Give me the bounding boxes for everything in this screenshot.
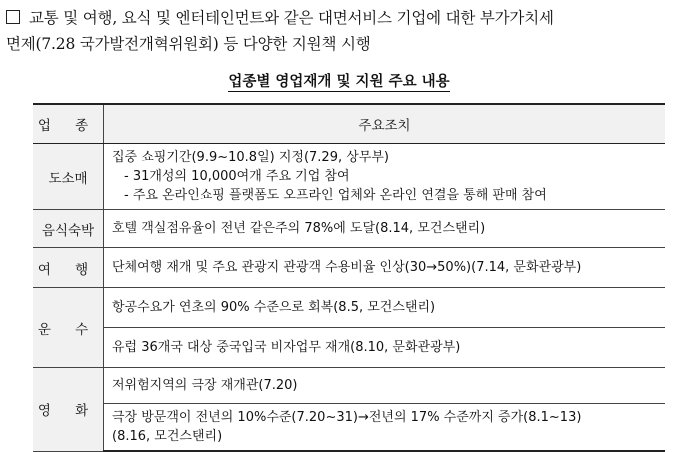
table-row: [33, 328, 665, 368]
table-title-text: 업종별 영업재개 및 지원 주요 내용: [228, 74, 450, 90]
intro-text-2: 면제(7.28 국가발전개혁위원회) 등 다양한 지원책 시행: [6, 35, 371, 53]
header-measures: 주요조치: [104, 104, 666, 144]
row-line: (8.16, 모건스탠리): [112, 429, 223, 444]
row-category: 음식숙박: [33, 210, 104, 248]
row-content: 저위험지역의 극장 재개관(7.20): [104, 368, 666, 404]
intro-line-1: [6, 5, 666, 31]
header-industry: 업 종: [33, 104, 104, 144]
table-header-row: [33, 104, 665, 144]
table-row: [33, 404, 665, 452]
row-content: 항공수요가 연초의 90% 수준으로 회복(8.5, 모건스탠리): [104, 288, 666, 328]
row-content: [104, 144, 666, 210]
row-content: 단체여행 재개 및 주요 관광지 관광객 수용비율 인상(30→50%)(7.14, 문화관광부): [104, 248, 666, 288]
row-category: 운 수: [33, 288, 104, 368]
row-content: 호텔 객실점유율이 전년 같은주의 78%에 도달(8.14, 모건스탠리): [104, 210, 666, 248]
square-outline-icon: [6, 10, 20, 24]
intro-line-2: [6, 31, 666, 57]
table-row: [33, 288, 665, 328]
table-row: [33, 144, 665, 210]
table-row: [33, 248, 665, 288]
row-category: 여 행: [33, 248, 104, 288]
table-row: [33, 210, 665, 248]
row-category: 도소매: [33, 144, 104, 210]
row-content: 유럽 36개국 대상 중국입국 비자업무 재개(8.10, 문화관광부): [104, 328, 666, 368]
row-line: 집중 쇼핑기간(9.9~10.8일) 지정(7.29, 상무부): [112, 150, 389, 165]
row-line: 극장 방문객이 전년의 10%수준(7.20~31)→전년의 17% 수준까지 증가(8.1~13): [112, 410, 582, 425]
measures-table: [33, 103, 665, 452]
table-title: [0, 70, 678, 91]
row-category: 영 화: [33, 368, 104, 452]
row-content: [104, 404, 666, 452]
row-line: - 주요 온라인쇼핑 플랫폼도 오프라인 업체와 온라인 연결을 통해 판매 참여: [124, 188, 547, 203]
row-line: - 31개성의 10,000여개 주요 기업 참여: [124, 169, 350, 184]
intro-text-1: 교통 및 여행, 요식 및 엔터테인먼트와 같은 대면서비스 기업에 대한 부가가치세: [29, 9, 554, 27]
intro-paragraph: [6, 5, 666, 57]
table-row: [33, 368, 665, 404]
